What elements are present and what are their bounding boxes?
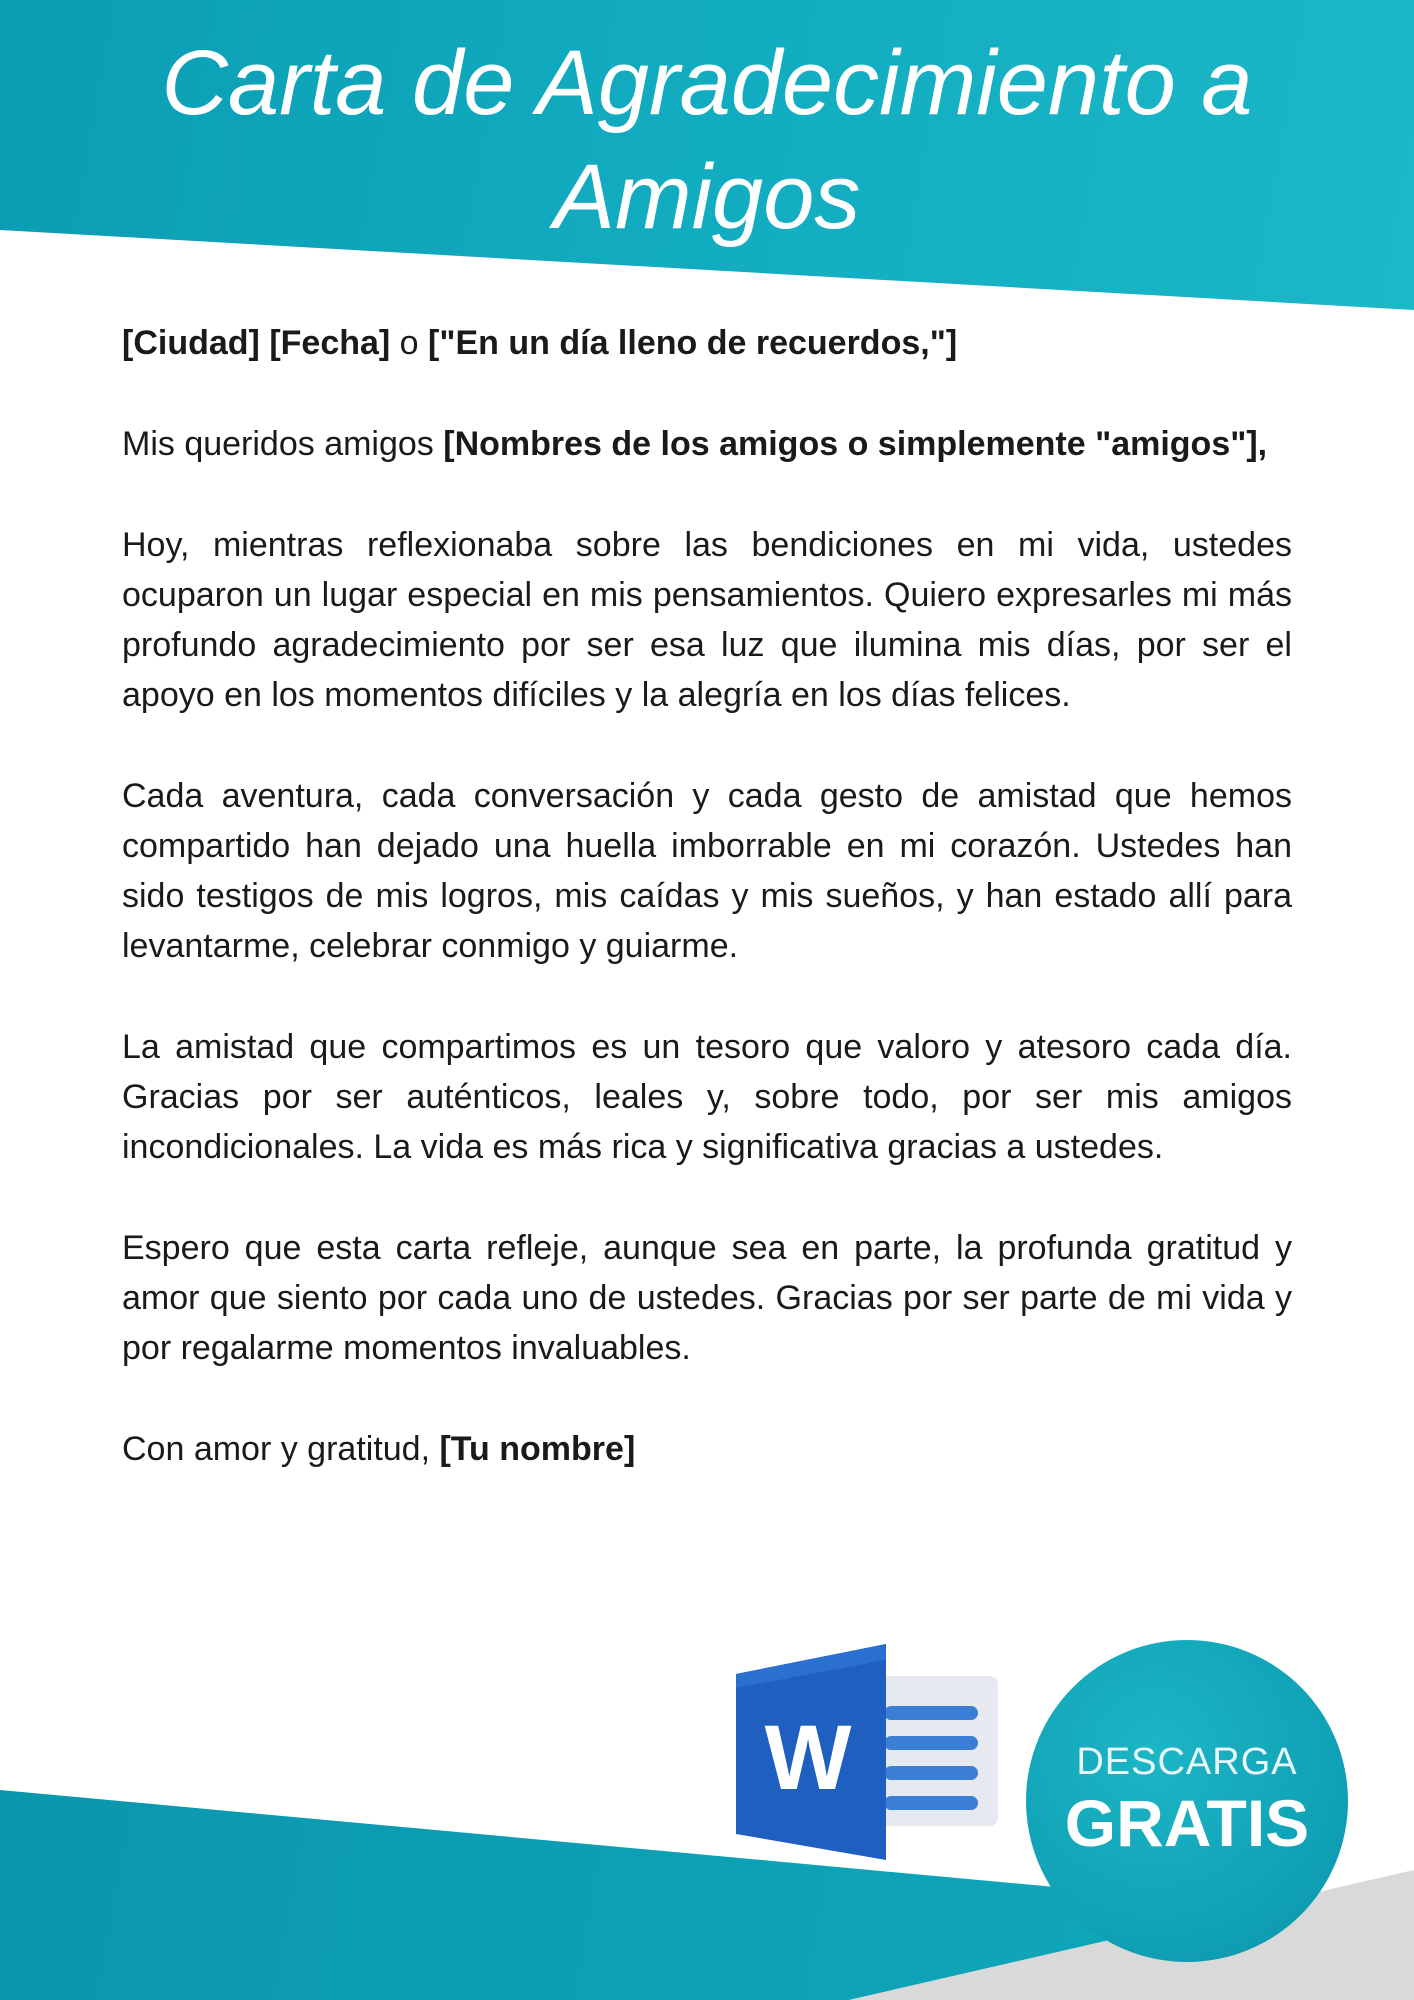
word-document-icon[interactable] (736, 1644, 1006, 1860)
signature-placeholder: [Tu nombre] (439, 1430, 636, 1468)
date-connector: o (390, 324, 429, 362)
date-alternative: ["En un día lleno de recuerdos,"] (428, 324, 958, 362)
paragraph-3: La amistad que compartimos es un tesoro que valoro y atesoro cada día. Gracias por ser auténticos, leales y, sobre todo, por ser mis amigos incondicionales. La vida es más rica y significativa gracias a ustedes. (122, 1028, 1292, 1166)
closing-text: Con amor y gratitud, (122, 1430, 440, 1468)
greeting (122, 419, 1292, 469)
svg-text:W: W (764, 1707, 852, 1809)
greeting-text: Mis queridos amigos (122, 425, 444, 463)
closing (122, 1424, 1292, 1474)
letter-body (122, 318, 1292, 1525)
paragraph-4: Espero que esta carta refleje, aunque sea en parte, la profunda gratitud y amor que siento por cada uno de ustedes. Gracias por ser parte de mi vida y por regalarme momentos invaluables. (122, 1229, 1292, 1367)
date-line (122, 318, 1292, 368)
city-placeholder: [Ciudad] (122, 324, 260, 362)
paragraph-1: Hoy, mientras reflexionaba sobre las bendiciones en mi vida, ustedes ocuparon un lugar especial en mis pensamientos. Quiero expresarles mi más profundo agradecimiento por ser esa luz que ilumina mis días, por ser el apoyo en los momentos difíciles y la alegría en los días felices. (122, 526, 1292, 714)
date-placeholder: [Fecha] (269, 324, 391, 362)
page-title: Carta de Agradecimiento a Amigos (161, 32, 1253, 248)
download-label: DESCARGA (1076, 1741, 1298, 1783)
paragraph-2: Cada aventura, cada conversación y cada gesto de amistad que hemos compartido han dejado una huella imborrable en mi corazón. Ustedes han sido testigos de mis logros, mis caídas y mis sueños, y han estado allí para levantarme, celebrar conmigo y guiarme. (122, 777, 1292, 965)
friend-names-placeholder: [Nombres de los amigos o simplemente "amigos"], (443, 425, 1268, 463)
download-button[interactable] (1026, 1640, 1348, 1962)
free-label: GRATIS (1064, 1786, 1310, 1860)
